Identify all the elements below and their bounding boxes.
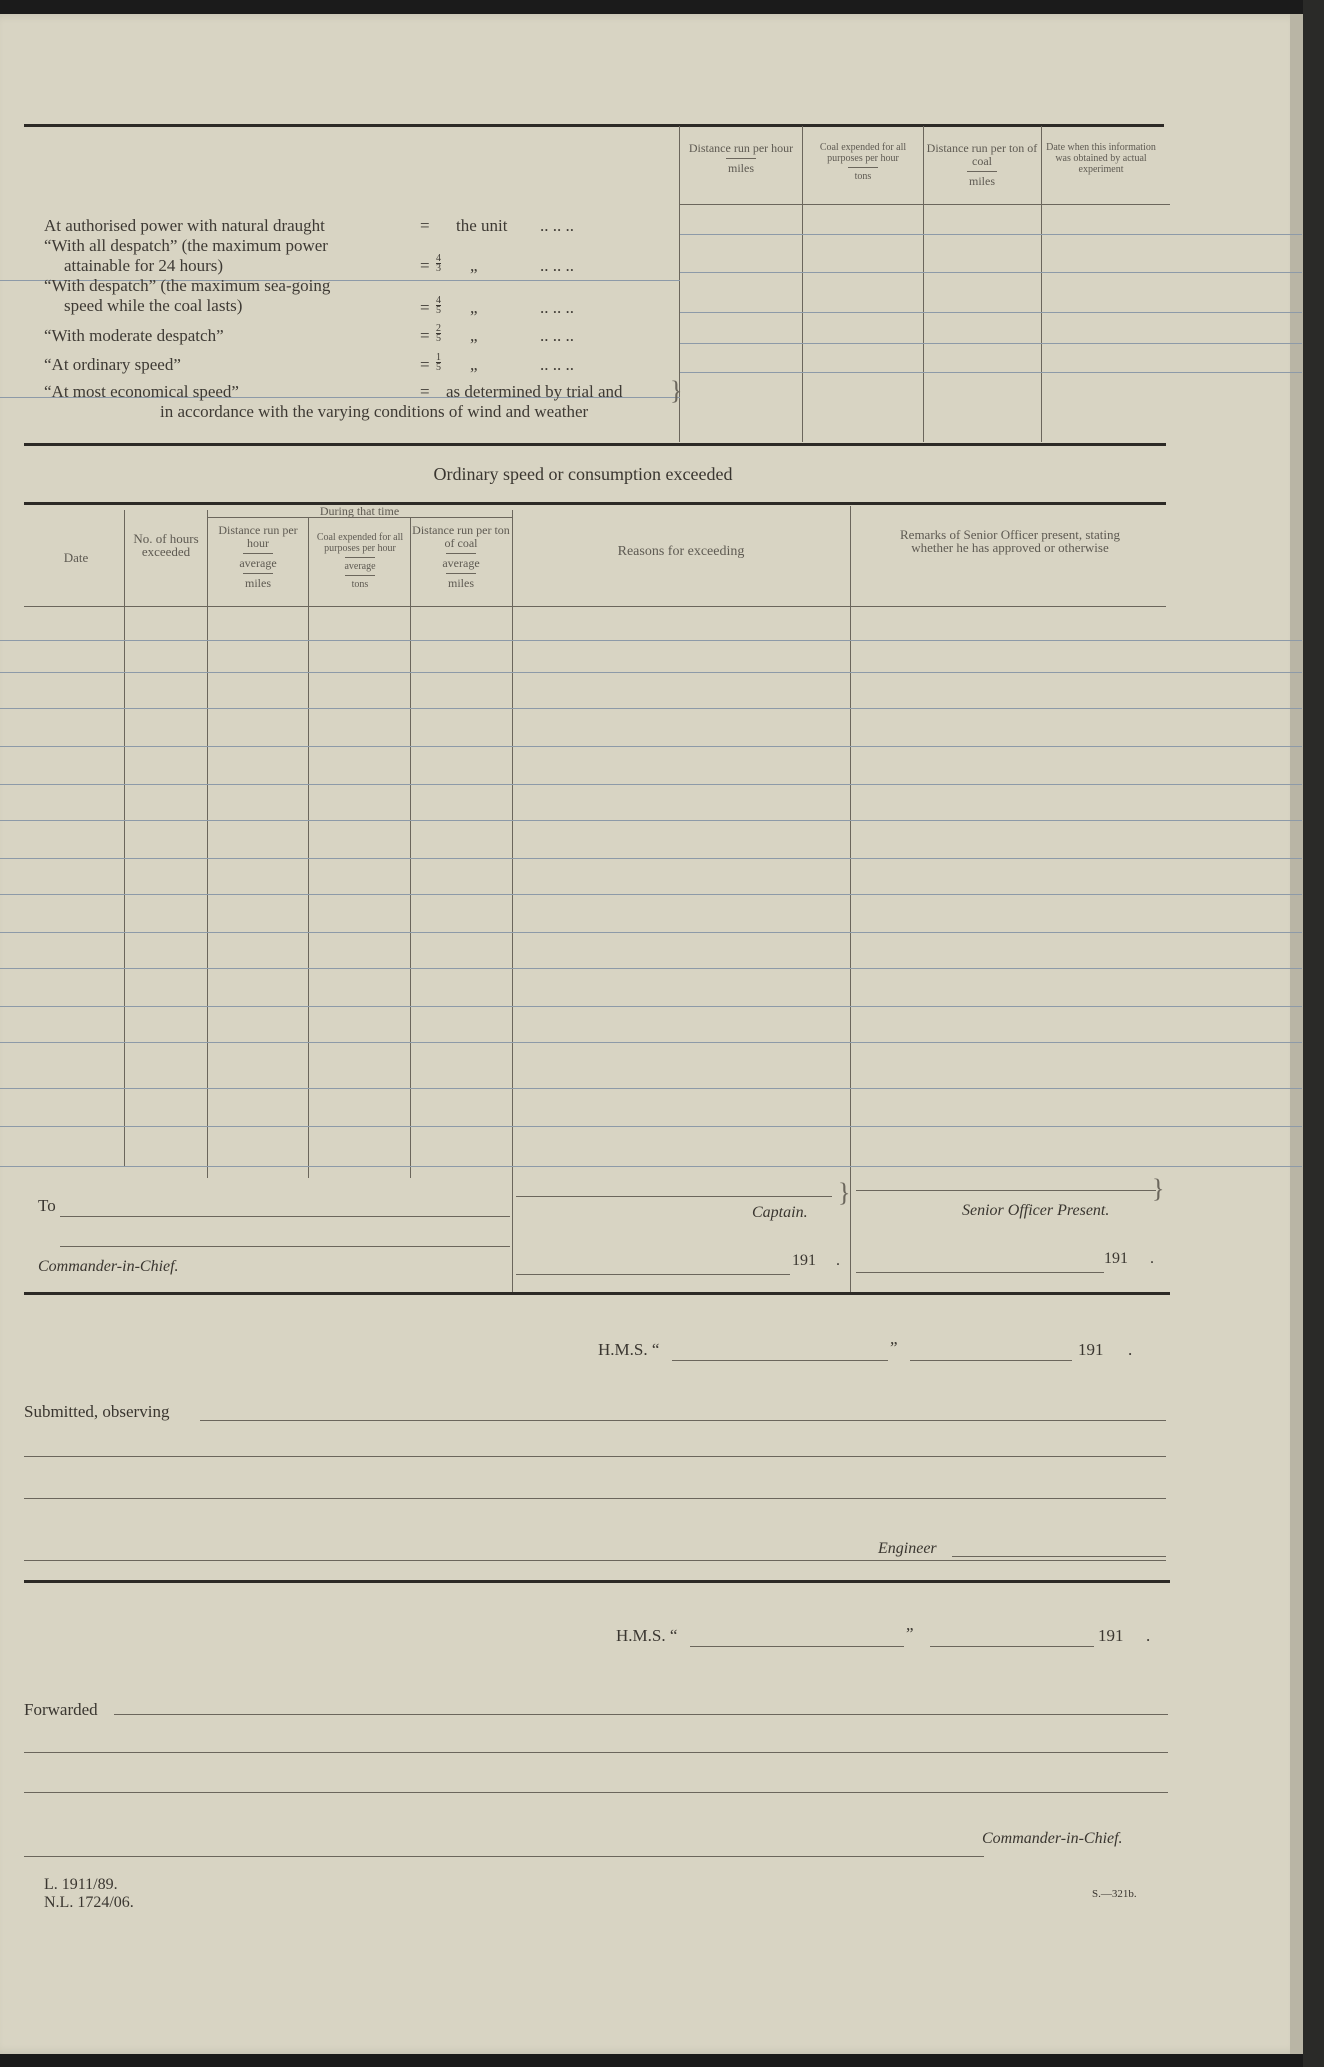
header-distance-per-ton: Distance run per ton of coal miles <box>926 141 1038 188</box>
form-sheet <box>0 14 1303 2054</box>
forwarded-year: 191 <box>1098 1626 1124 1645</box>
header-date: Date <box>63 550 89 565</box>
ditto-mark: „ <box>470 355 478 374</box>
row-label: “At most economical speed” <box>44 382 239 401</box>
header-bottom-rule <box>24 606 1166 607</box>
period: . <box>1150 1250 1154 1267</box>
ship-name-line <box>672 1360 888 1361</box>
period: . <box>836 1252 840 1269</box>
submitted-line <box>24 1560 1166 1561</box>
submitted-line <box>24 1498 1166 1499</box>
equals-sign: = <box>420 355 430 374</box>
form-number: S.—321b. <box>1092 1888 1137 1900</box>
ruled-line <box>0 968 1302 969</box>
col-divider <box>124 510 125 1166</box>
leader-dots: .. .. .. <box>540 326 574 345</box>
section-rule <box>24 443 1166 446</box>
quote-close: ” <box>906 1624 914 1643</box>
header-underline <box>680 204 1170 205</box>
captain-label: Captain. <box>752 1204 808 1221</box>
ruled-line <box>0 1088 1302 1089</box>
row-label-cont: attainable for 24 hours) <box>64 256 224 275</box>
period: . <box>1146 1626 1151 1645</box>
ruled-line <box>0 746 1302 747</box>
header-coal-per-hour: Coal expended for all purposes per hour tons <box>819 142 907 182</box>
ruled-line <box>680 372 1302 373</box>
submitted-label: Submitted, observing <box>24 1402 170 1421</box>
col-divider <box>308 518 309 1178</box>
fraction: $\frac{4}{3}$ <box>436 252 441 274</box>
leader-dots: .. .. .. <box>540 256 574 275</box>
header-coal-per-hour: Coal expended for all purposes per hour average tons <box>316 532 404 590</box>
date-line <box>930 1646 1094 1647</box>
ruled-line <box>0 640 1302 641</box>
row-label: “With moderate despatch” <box>44 326 224 345</box>
reference-1: L. 1911/89. <box>44 1876 118 1893</box>
fraction: $\frac{2}{5}$ <box>436 322 441 344</box>
section-rule <box>24 1292 1170 1295</box>
hms-label: H.M.S. “ <box>616 1626 678 1645</box>
row-value: as determined by trial and <box>446 382 623 401</box>
header-date-obtained: Date when this information was obtained by actual experiment <box>1046 142 1156 175</box>
ruled-line <box>0 894 1302 895</box>
reference-2: N.L. 1724/06. <box>44 1894 134 1911</box>
leader-dots: .. .. .. <box>540 216 574 235</box>
section-rule <box>24 1580 1170 1583</box>
forwarded-label: Forwarded <box>24 1700 98 1719</box>
leader-dots: .. .. .. <box>540 355 574 374</box>
captain-date-line <box>516 1274 790 1275</box>
table-top-rule <box>24 502 1166 505</box>
senior-officer-label: Senior Officer Present. <box>962 1202 1110 1219</box>
ruled-line <box>0 1006 1302 1007</box>
forwarded-line <box>24 1752 1168 1753</box>
top-rule <box>24 124 1164 127</box>
forwarded-sign-line <box>24 1856 984 1857</box>
equals-sign: = <box>420 298 430 317</box>
ship-name-line <box>690 1646 904 1647</box>
brace-icon: } <box>838 1178 851 1207</box>
ruled-line <box>680 343 1302 344</box>
equals-sign: = <box>420 326 430 345</box>
fraction: $\frac{1}{5}$ <box>436 351 441 373</box>
header-reasons: Reasons for exceeding <box>617 544 745 559</box>
forwarded-line <box>24 1792 1168 1793</box>
row-label-cont: in accordance with the varying conditions of wind and weather <box>160 402 589 421</box>
to-line <box>60 1216 510 1217</box>
header-dist-per-hour: Distance run per hour average miles <box>218 523 298 590</box>
row-label: At authorised power with natural draught <box>44 216 325 235</box>
ruled-line <box>680 312 1302 313</box>
brace-icon: } <box>1152 1174 1165 1203</box>
col-divider <box>1041 126 1042 442</box>
page-edge <box>1290 14 1304 2054</box>
quote-close: ” <box>890 1338 898 1357</box>
row-label: “At ordinary speed” <box>44 355 181 374</box>
row-value: the unit <box>456 216 508 235</box>
header-distance-per-hour: Distance run per hour miles <box>688 141 794 175</box>
commander-signature-label: Commander-in-Chief. <box>38 1258 179 1275</box>
captain-year: 191 <box>792 1252 816 1269</box>
to-label: To <box>38 1196 56 1215</box>
row-label: “With all despatch” (the maximum power <box>44 236 328 255</box>
submitted-line <box>24 1456 1166 1457</box>
brace-icon: } <box>670 376 683 405</box>
col-divider <box>410 518 411 1178</box>
row-label: “With despatch” (the maximum sea-going <box>44 276 331 295</box>
section-title: Ordinary speed or consumption exceeded <box>433 464 733 484</box>
ditto-mark: „ <box>470 256 478 275</box>
senior-officer-line <box>856 1190 1156 1191</box>
senior-year: 191 <box>1104 1250 1128 1267</box>
equals-sign: = <box>420 256 430 275</box>
ruled-line <box>680 234 1302 235</box>
forwarded-line <box>114 1714 1168 1715</box>
ditto-mark: „ <box>470 326 478 345</box>
ruled-line <box>0 932 1302 933</box>
equals-sign: = <box>420 216 430 235</box>
submitted-line <box>200 1420 1166 1421</box>
fraction: $\frac{4}{5}$ <box>436 294 441 316</box>
col-divider <box>207 510 208 1178</box>
ruled-line <box>0 1166 1302 1167</box>
period: . <box>1128 1340 1133 1359</box>
captain-line <box>516 1196 832 1197</box>
engineer-label: Engineer <box>878 1540 937 1557</box>
ruled-line <box>0 708 1302 709</box>
header-hours-exceeded: No. of hours exceeded <box>133 531 199 559</box>
page-shadow <box>1303 0 1324 2067</box>
ruled-line <box>0 1042 1302 1043</box>
ruled-line <box>680 272 1302 273</box>
date-line <box>910 1360 1072 1361</box>
senior-date-line <box>856 1272 1104 1273</box>
to-line-2 <box>60 1246 510 1247</box>
leader-dots: .. .. .. <box>540 298 574 317</box>
forwarded-commander-label: Commander-in-Chief. <box>982 1830 1123 1847</box>
ruled-line <box>0 820 1302 821</box>
equals-sign: = <box>420 382 430 401</box>
ruled-line <box>0 784 1302 785</box>
header-remarks: Remarks of Senior Officer present, stating whether he has approved or otherwise <box>900 527 1120 555</box>
ruled-line <box>0 1126 1302 1127</box>
ruled-line <box>0 858 1302 859</box>
col-divider <box>802 126 803 442</box>
submitted-year: 191 <box>1078 1340 1104 1359</box>
col-divider <box>850 506 851 1294</box>
col-divider <box>923 126 924 442</box>
engineer-line <box>952 1556 1166 1557</box>
row-label-cont: speed while the coal lasts) <box>64 296 243 315</box>
header-dist-per-ton: Distance run per ton of coal average miles <box>412 523 510 590</box>
col-divider <box>512 510 513 1294</box>
ruled-line <box>0 672 1302 673</box>
ditto-mark: „ <box>470 298 478 317</box>
hms-label: H.M.S. “ <box>598 1340 660 1359</box>
group-header: During that time <box>319 504 400 518</box>
